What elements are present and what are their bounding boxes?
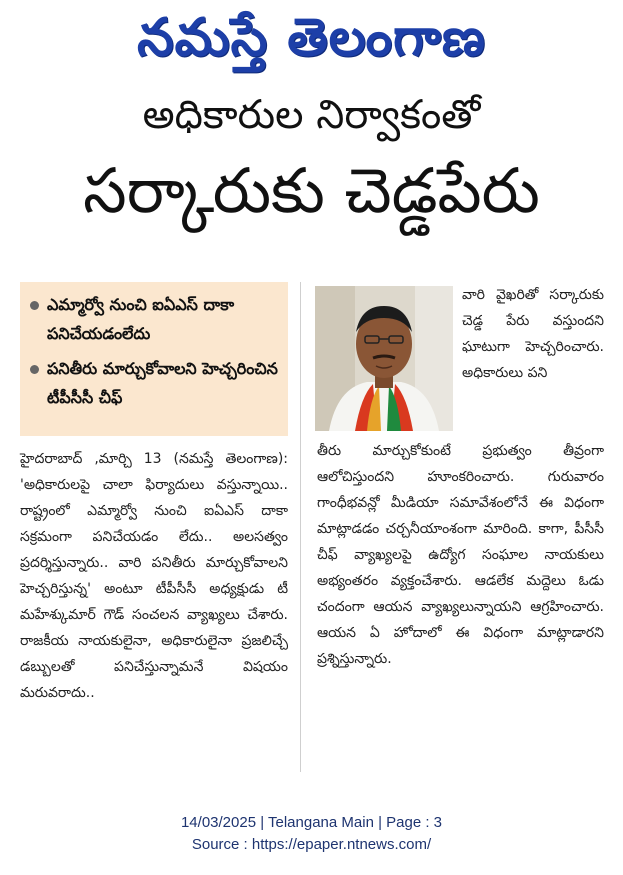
headline-line-2: సర్కారుకు చెడ్డపేరు: [83, 154, 540, 227]
article-text-right: తీరు మార్చుకోకుంటే ప్రభుత్వం తీవ్రంగా ఆలోచిస్తుందని హూంకరించారు. గురువారం గాంధీభవన్లో మీడియా సమావేశంలోనే ఈ విధంగా మాట్లాడడం చర్చనీయాంశంగా మారింది. కాగా, పీసీసీ చీఫ్ వ్యాఖ్యలపై ఉద్యోగ సంఘాల నాయకులు అభ్యంతరం వ్యక్తంచేశారు. ఆడలేక మద్దెలు ఓడు చందంగా ఆయన వ్యాఖ్యలున్నాయని ఆగ్రహించారు. ఆయన ఏ హోదాలో ఈ విధంగా మాట్లాడారని ప్రశ్నిస్తున్నారు.: [317, 443, 604, 667]
person-photo-icon: [315, 286, 453, 431]
article-text-right-top: వారి వైఖరితో సర్కారుకు చెడ్డ పేరు వస్తుందని ఘాటుగా హెచ్చరించారు. అధికారులు పని: [462, 287, 604, 381]
highlight-item: [30, 290, 280, 348]
bullet-icon: [30, 365, 39, 374]
footer-source: Source : https://epaper.ntnews.com/: [191, 836, 432, 853]
highlights-box: [20, 282, 288, 436]
highlight-text: పనితీరు మార్చుకోవాలని హెచ్చరించిన టీపీసీసీ చీఫ్: [47, 359, 278, 407]
masthead: [20, 4, 603, 84]
highlight-text: ఎమ్మార్వో నుంచి ఐఏఎస్ దాకా పనిచేయడంలేదు: [47, 295, 235, 343]
column-divider: [300, 282, 301, 772]
footer: [20, 812, 603, 856]
speaker-photo: [315, 286, 453, 431]
footer-dateline: 14/03/2025 | Telangana Main | Page : 3: [180, 814, 443, 831]
bullet-icon: [30, 301, 39, 310]
newspaper-logo: నమస్తే తెలంగాణ: [137, 7, 486, 68]
article-text-left: హైదరాబాద్ ,మార్చి 13 (నమస్తే తెలంగాణ): 'అధికారులపై చాలా ఫిర్యాదులు వస్తున్నాయి.. రాష్ట్రంలో ఎమ్మార్వో నుంచి ఐఏఎస్ దాకా సక్రమంగా పనిచేయడం లేదు.. అలసత్వం ప్రదర్శిస్తున్నారు.. వారి పనితీరు మార్చుకోవాలని హెచ్చరిస్తున్న' అంటూ టీపీసీసీ అధ్యక్షుడు టీ మహేశ్కుమార్ గౌడ్ సంచలన వ్యాఖ్యలు చేశారు. రాజకీయ నాయకులైనా, అధికారులైనా ప్రజలిచ్చే డబ్బులతో పనిచేస్తున్నామనే విషయం మరువరాదు..: [20, 451, 288, 701]
highlight-item: [30, 354, 280, 412]
headline-line-1: అధికారుల నిర్వాకంతో: [142, 92, 481, 138]
